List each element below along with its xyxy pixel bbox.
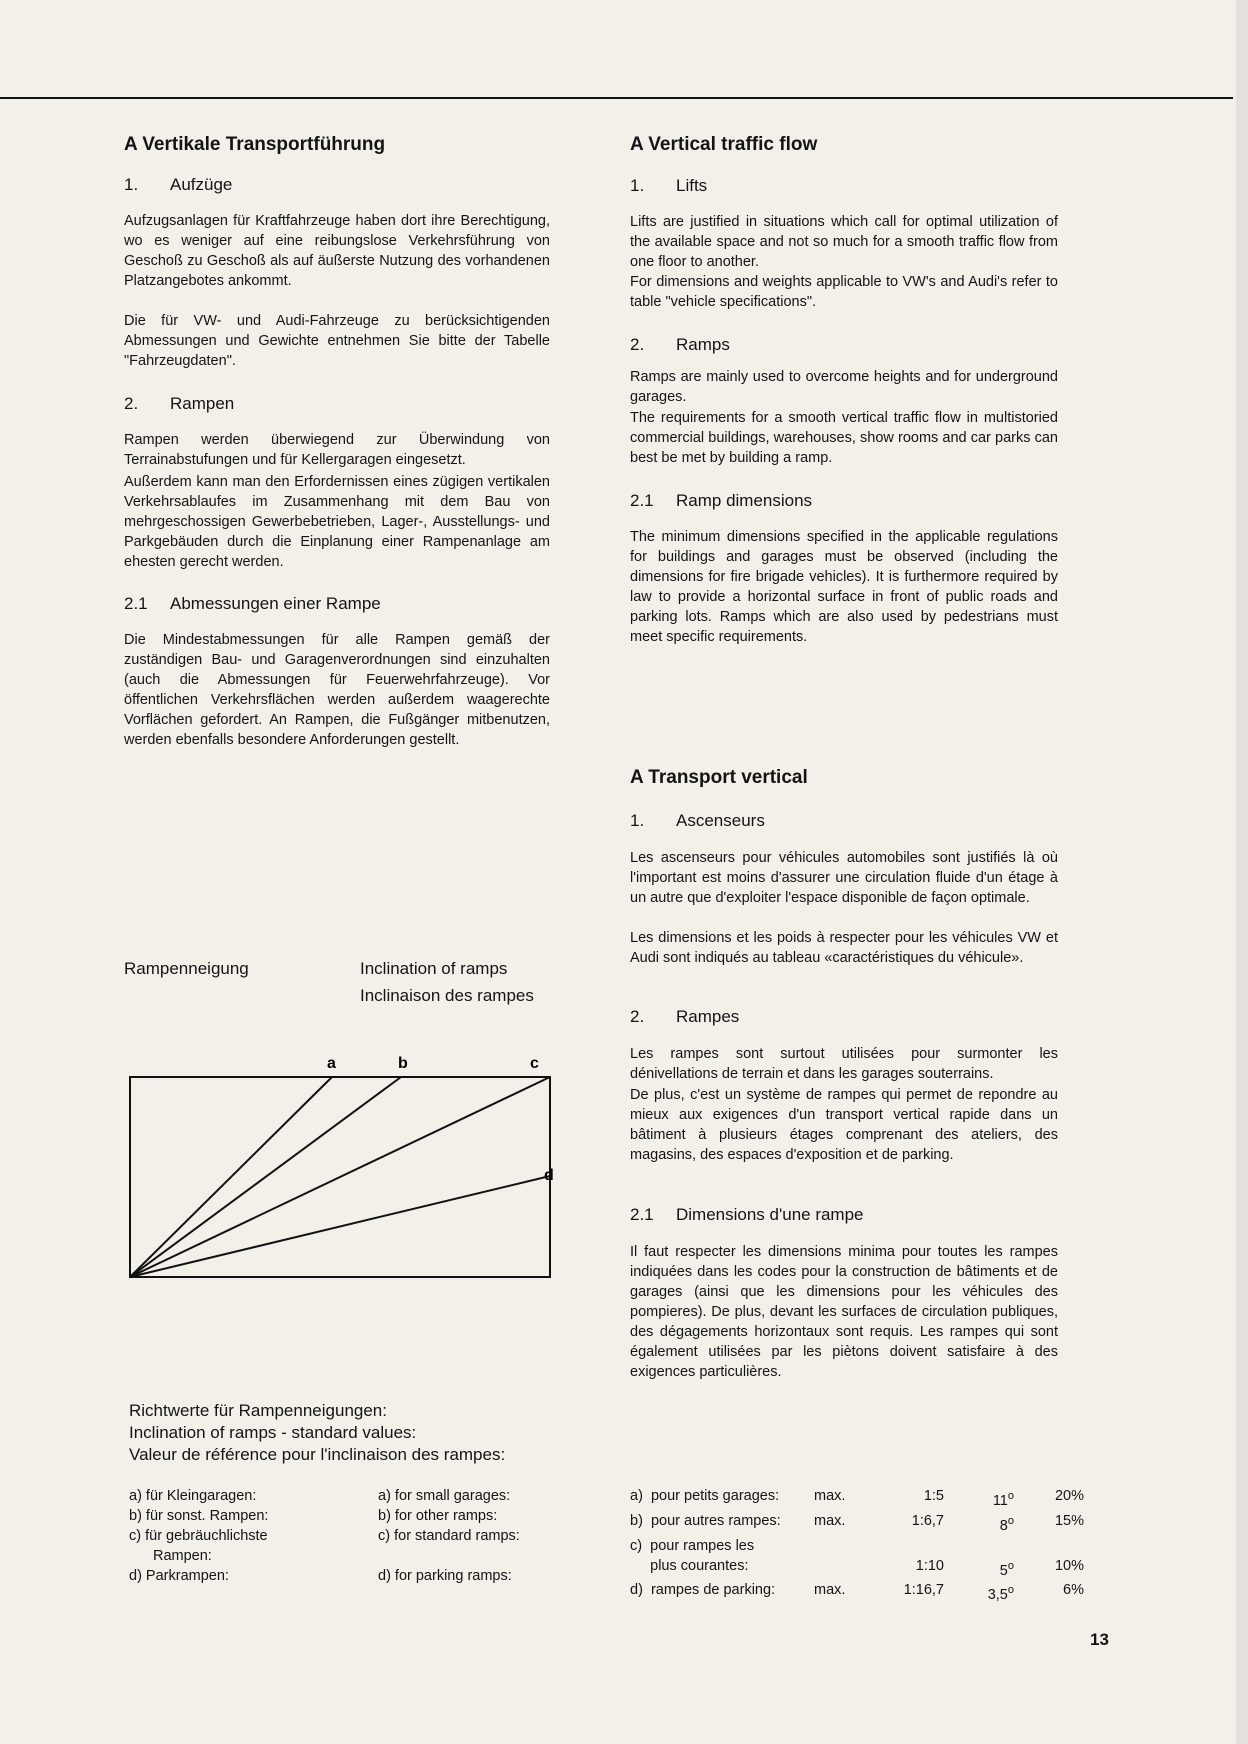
german-section-title: A Vertikale Transportführung bbox=[124, 134, 386, 155]
std-fr-label: plus courantes: bbox=[630, 1557, 749, 1574]
ramp-line-b bbox=[130, 1077, 401, 1277]
english-dims-heading bbox=[630, 491, 812, 511]
english-lifts-p2: For dimensions and weights applicable to VW's and Audi's refer to table "vehicle specifications". bbox=[630, 274, 1058, 310]
degree-mark: o bbox=[1007, 1490, 1014, 1502]
header-rule bbox=[0, 97, 1233, 99]
french-ramps-p2: De plus, c'est un système de rampes qui permet de repondre au mieux aux exigences d'un transport vertical rapide dans un bâtiment à plusieurs étages comprenant des ateliers, des magasins, des espaces d'exposition et de parking. bbox=[630, 1087, 1058, 1163]
std-fr-row bbox=[630, 1486, 1084, 1511]
heading-number: 2. bbox=[630, 335, 645, 354]
english-ramps-p2: The requirements for a smooth vertical traffic flow in multistoried commercial buildings, warehouses, show rooms and car parks can best be met by building a ramp. bbox=[630, 410, 1058, 466]
standard-heading-fr: Valeur de référence pour l'inclinaison des rampes: bbox=[129, 1445, 506, 1464]
std-fr-label: d) rampes de parking: bbox=[630, 1582, 776, 1599]
std-fr-max: max. bbox=[814, 1582, 846, 1599]
std-en-a: a) for small garages: bbox=[378, 1488, 511, 1504]
heading-title: Rampes bbox=[676, 1007, 740, 1026]
std-fr-max bbox=[814, 1536, 878, 1556]
heading-number: 2.1 bbox=[124, 594, 148, 613]
degree-value: 3,5 bbox=[987, 1587, 1008, 1604]
degree-mark: o bbox=[1007, 1559, 1014, 1572]
degree-value: 8 bbox=[999, 1517, 1008, 1534]
standard-table-fr bbox=[630, 1486, 1084, 1605]
german-lifts-p1: Aufzugsanlagen für Kraftfahrzeuge haben dort ihre Berechtigung, wo es weniger auf eine reibungslose Verkehrsführung von Geschoß zu Geschoß als auf äußerste Nutzung des vorhandenen Platzangebotes ankommt. bbox=[124, 213, 550, 289]
degree-value: 11 bbox=[992, 1492, 1008, 1509]
degree-value: 5 bbox=[999, 1562, 1008, 1579]
french-section-title: A Transport vertical bbox=[630, 767, 808, 788]
std-fr-row bbox=[630, 1580, 1084, 1605]
english-ramps-p1: Ramps are mainly used to overcome heights and for underground garages. bbox=[630, 369, 1058, 405]
std-fr-ratio: 1:16,7 bbox=[903, 1582, 944, 1599]
std-fr-percent bbox=[1014, 1536, 1084, 1556]
english-lifts-p1: Lifts are justified in situations which call for optimal utilization of the available space and not so much for a smooth traffic flow from one floor to another. bbox=[630, 214, 1058, 270]
heading-title: Lifts bbox=[676, 176, 708, 195]
std-fr-label: c) pour rampes les bbox=[630, 1537, 755, 1554]
std-de-c1: c) für gebräuchlichste bbox=[129, 1528, 268, 1544]
std-fr-percent: 20% bbox=[1054, 1488, 1084, 1504]
page-edge bbox=[1236, 0, 1248, 1744]
std-en-d: d) for parking ramps: bbox=[378, 1568, 512, 1584]
std-fr-percent: 15% bbox=[1054, 1512, 1084, 1529]
german-lifts-p2: Die für VW- und Audi-Fahrzeuge zu berücksichtigenden Abmessungen und Gewichte entnehmen Sie bitte der Tabelle "Fahrzeugdaten". bbox=[124, 313, 550, 369]
std-de-b: b) für sonst. Rampen: bbox=[129, 1508, 269, 1524]
std-fr-percent: 6% bbox=[1063, 1582, 1084, 1599]
heading-title: Ascenseurs bbox=[676, 811, 765, 830]
french-dims-p1: Il faut respecter les dimensions minima pour toutes les rampes indiquées dans les codes pour la construction de bâtiments et de garages (ainsi que les dimensions pour les véhicules des pompieres). De plus, devant les surfaces de circulation publiques, des dégagements horizontaux sont requis. Les rampes qui sont également utilisées par les piètons doivent satisfaire à des exigences particulières. bbox=[630, 1244, 1058, 1380]
french-lifts-heading bbox=[630, 811, 765, 831]
heading-number: 2. bbox=[124, 394, 139, 413]
ramp-inclination-diagram bbox=[120, 1050, 560, 1290]
heading-number: 2. bbox=[630, 1007, 645, 1026]
std-en-b: b) for other ramps: bbox=[378, 1508, 498, 1524]
heading-title: Ramp dimensions bbox=[676, 491, 813, 510]
std-fr-degrees bbox=[944, 1511, 1014, 1536]
heading-number: 1. bbox=[630, 176, 645, 195]
standard-heading-de: Richtwerte für Rampenneigungen: bbox=[129, 1401, 387, 1420]
std-fr-percent: 10% bbox=[1054, 1557, 1084, 1574]
degree-mark: o bbox=[1007, 1514, 1014, 1527]
std-fr-degrees bbox=[944, 1536, 1014, 1556]
heading-number: 1. bbox=[124, 175, 139, 194]
german-ramps-p2: Außerdem kann man den Erfordernissen eines zügigen vertikalen Verkehrsablaufes im Zusammenhang mit dem Bau von mehrgeschossigen Gewerbebetrieben, Lager-, Ausstellungs- und Parkgebäuden durch die Einplanung einer Rampenanlage am ehesten gerecht werden. bbox=[124, 474, 550, 570]
french-ramps-p1: Les rampes sont surtout utilisées pour surmonter les dénivellations de terrain et dans les garages souterrains. bbox=[630, 1046, 1058, 1082]
std-de-c2: Rampen: bbox=[153, 1548, 212, 1564]
std-fr-max bbox=[814, 1556, 878, 1581]
diagram-label-fr: Inclinaison des rampes bbox=[360, 986, 534, 1005]
std-fr-ratio: 1:6,7 bbox=[911, 1512, 944, 1529]
page-number: 13 bbox=[1090, 1630, 1109, 1649]
english-dims-p1: The minimum dimensions specified in the applicable regulations for buildings and garages must be observed (including the dimensions for fire brigade vehicles). It is furthermore required by law to provide a horizontal surface in front of public roads and parking lots. Ramps which are also used by pedestrians must meet specific requirements. bbox=[630, 529, 1058, 645]
std-fr-row bbox=[630, 1556, 1084, 1581]
english-lifts-heading bbox=[630, 176, 707, 196]
degree-mark: o bbox=[1007, 1584, 1014, 1597]
line-label-d: d bbox=[544, 1167, 554, 1184]
std-fr-row bbox=[630, 1511, 1084, 1536]
std-de-a: a) für Kleingaragen: bbox=[129, 1488, 257, 1504]
std-fr-label: b) pour autres rampes: bbox=[630, 1512, 781, 1529]
german-ramps-p1: Rampen werden überwiegend zur Überwindung von Terrainabstufungen und für Kellergaragen eingesetzt. bbox=[124, 432, 550, 468]
std-fr-ratio bbox=[878, 1536, 944, 1556]
std-de-d: d) Parkrampen: bbox=[129, 1568, 229, 1584]
heading-title: Dimensions d'une rampe bbox=[676, 1205, 864, 1224]
standard-list-de bbox=[129, 1486, 268, 1586]
german-dims-p1: Die Mindestabmessungen für alle Rampen gemäß der zuständigen Bau- und Garagenverordnungen sind einzuhalten (auch die Abmessungen für Feuerwehrfahrzeuge). Vor öffentlichen Verkehrsflächen werden außerdem waagerechte Vorflächen gefordert. An Rampen, die Fußgänger mitbenutzen, werden ebenfalls besondere Anforderungen gestellt. bbox=[124, 632, 550, 748]
standard-heading-en: Inclination of ramps - standard values: bbox=[129, 1423, 417, 1442]
heading-title: Ramps bbox=[676, 335, 730, 354]
french-ramps-heading bbox=[630, 1007, 739, 1027]
french-lifts-p1: Les ascenseurs pour véhicules automobiles sont justifiés là où l'important est moins d'assurer une circulation fluide d'un étage à un autre que d'exploiter l'espace disponible de façon optimale. bbox=[630, 850, 1058, 906]
std-fr-max: max. bbox=[814, 1488, 846, 1504]
english-ramps-heading bbox=[630, 335, 730, 355]
std-fr-degrees bbox=[944, 1580, 1014, 1605]
std-fr-degrees bbox=[944, 1556, 1014, 1581]
std-fr-degrees bbox=[944, 1486, 1014, 1511]
heading-number: 1. bbox=[630, 811, 645, 830]
german-lifts-heading bbox=[124, 175, 232, 195]
diagram-label-en: Inclination of ramps bbox=[360, 959, 508, 978]
std-en-c: c) for standard ramps: bbox=[378, 1528, 520, 1544]
line-label-a: a bbox=[327, 1055, 336, 1072]
french-dims-heading bbox=[630, 1205, 864, 1225]
line-label-c: c bbox=[530, 1055, 539, 1072]
standard-list-en bbox=[378, 1486, 520, 1586]
heading-number: 2.1 bbox=[630, 491, 654, 510]
heading-title: Abmessungen einer Rampe bbox=[170, 594, 381, 613]
ramp-line-c bbox=[130, 1077, 550, 1277]
std-fr-label: a) pour petits garages: bbox=[630, 1488, 780, 1504]
english-section-title: A Vertical traffic flow bbox=[630, 134, 818, 155]
std-fr-max: max. bbox=[814, 1512, 846, 1529]
heading-title: Aufzüge bbox=[170, 175, 233, 194]
diagram-label-de: Rampenneigung bbox=[124, 959, 249, 978]
std-fr-ratio: 1:10 bbox=[915, 1557, 944, 1574]
std-fr-row bbox=[630, 1536, 1084, 1556]
german-ramps-heading bbox=[124, 394, 234, 414]
line-label-b: b bbox=[398, 1055, 408, 1072]
french-lifts-p2: Les dimensions et les poids à respecter pour les véhicules VW et Audi sont indiqués au tableau «caractéristiques du véhicule». bbox=[630, 930, 1058, 966]
ramp-line-d bbox=[130, 1176, 550, 1277]
heading-title: Rampen bbox=[170, 394, 235, 413]
german-dims-heading bbox=[124, 594, 381, 614]
ramp-line-a bbox=[130, 1077, 332, 1277]
std-fr-ratio: 1:5 bbox=[923, 1488, 944, 1504]
heading-number: 2.1 bbox=[630, 1205, 654, 1224]
